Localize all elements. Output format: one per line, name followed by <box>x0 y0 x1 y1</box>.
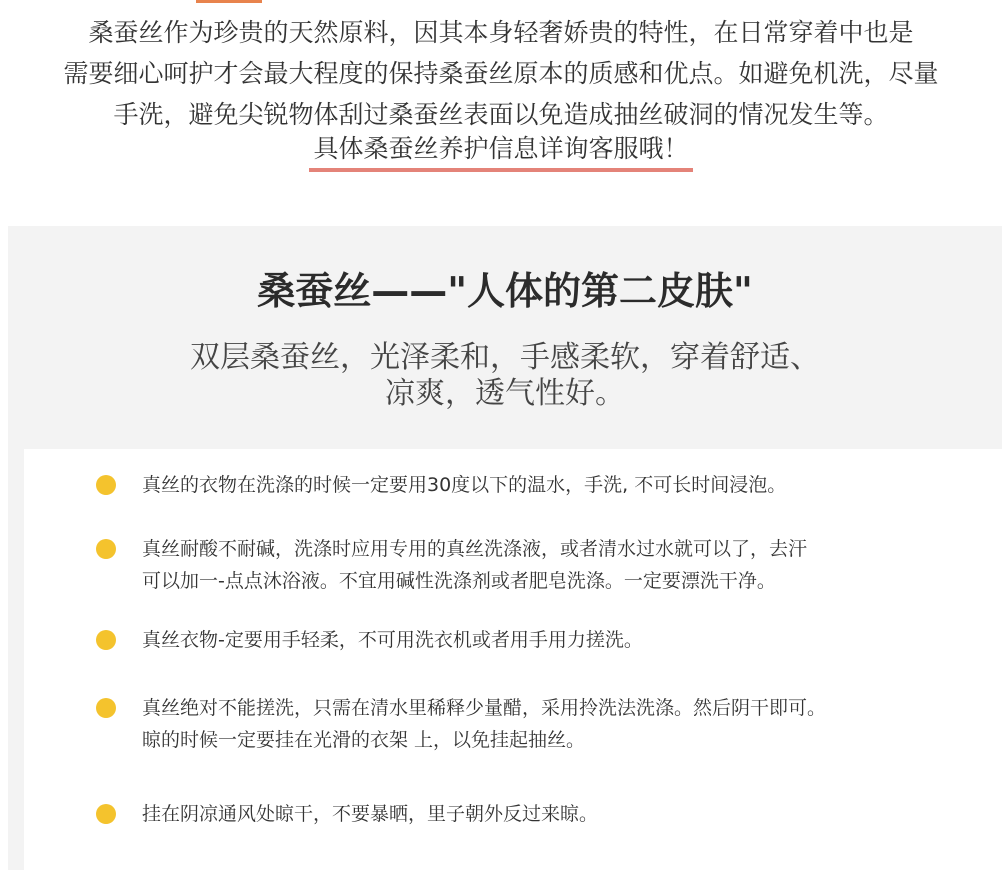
care-tip-text <box>142 533 807 597</box>
care-tip-line: 晾的时候一定要挂在光滑的衣架 上，以免挂起抽丝。 <box>142 729 586 751</box>
care-tip-text <box>142 624 643 656</box>
care-tip-item <box>96 624 966 656</box>
care-tip-text <box>142 469 786 501</box>
care-tip-item <box>96 469 966 501</box>
care-tip-line: 真丝耐酸不耐碱，洗涤时应用专用的真丝洗涤液，或者清水过水就可以了，去汗 <box>142 538 808 560</box>
yellow-dot-icon <box>96 475 116 495</box>
section-heading: 桑蚕丝——"人体的第二皮肤" <box>257 269 753 313</box>
intro-paragraph <box>20 12 982 135</box>
yellow-dot-icon <box>96 698 116 718</box>
subheading-line: 双层桑蚕丝，光泽柔和，手感柔软，穿着舒适、 <box>190 340 820 375</box>
care-tip-item <box>96 798 966 830</box>
top-accent-bar <box>196 0 262 3</box>
yellow-dot-icon <box>96 630 116 650</box>
care-tip-item <box>96 533 966 597</box>
intro-line: 需要细心呵护才会最大程度的保持桑蚕丝原本的质感和优点。如避免机洗，尽量 <box>63 59 939 88</box>
care-tip-line: 真丝的衣物在洗涤的时候一定要用30度以下的温水，手洗, 不可长时间浸泡。 <box>142 474 787 496</box>
customer-service-highlight: 具体桑蚕丝养护信息详询客服哦！ <box>309 130 692 172</box>
care-tip-item <box>96 692 966 756</box>
subheading-line: 凉爽，透气性好。 <box>385 376 625 411</box>
section-subheading <box>8 340 1002 412</box>
intro-line: 桑蚕丝作为珍贵的天然原料，因其本身轻奢娇贵的特性，在日常穿着中也是 <box>88 18 914 47</box>
intro-line: 手洗，避免尖锐物体刮过桑蚕丝表面以免造成抽丝破洞的情况发生等。 <box>113 100 889 129</box>
yellow-dot-icon <box>96 804 116 824</box>
customer-service-note <box>0 130 1002 172</box>
yellow-dot-icon <box>96 539 116 559</box>
care-tip-line: 真丝绝对不能搓洗，只需在清水里稀释少量醋，采用拎洗法洗涤。然后阴干即可。 <box>142 697 827 719</box>
care-tip-line: 可以加一-点点沐浴液。不宜用碱性洗涤剂或者肥皂洗涤。一定要漂洗干净。 <box>142 570 776 592</box>
care-tip-line: 真丝衣物-定要用手轻柔，不可用洗衣机或者用手用力搓洗。 <box>142 629 643 651</box>
care-tip-text <box>142 798 598 830</box>
care-tip-text <box>142 692 826 756</box>
care-tip-line: 挂在阴凉通风处晾干，不要暴晒，里子朝外反过来晾。 <box>142 803 599 825</box>
